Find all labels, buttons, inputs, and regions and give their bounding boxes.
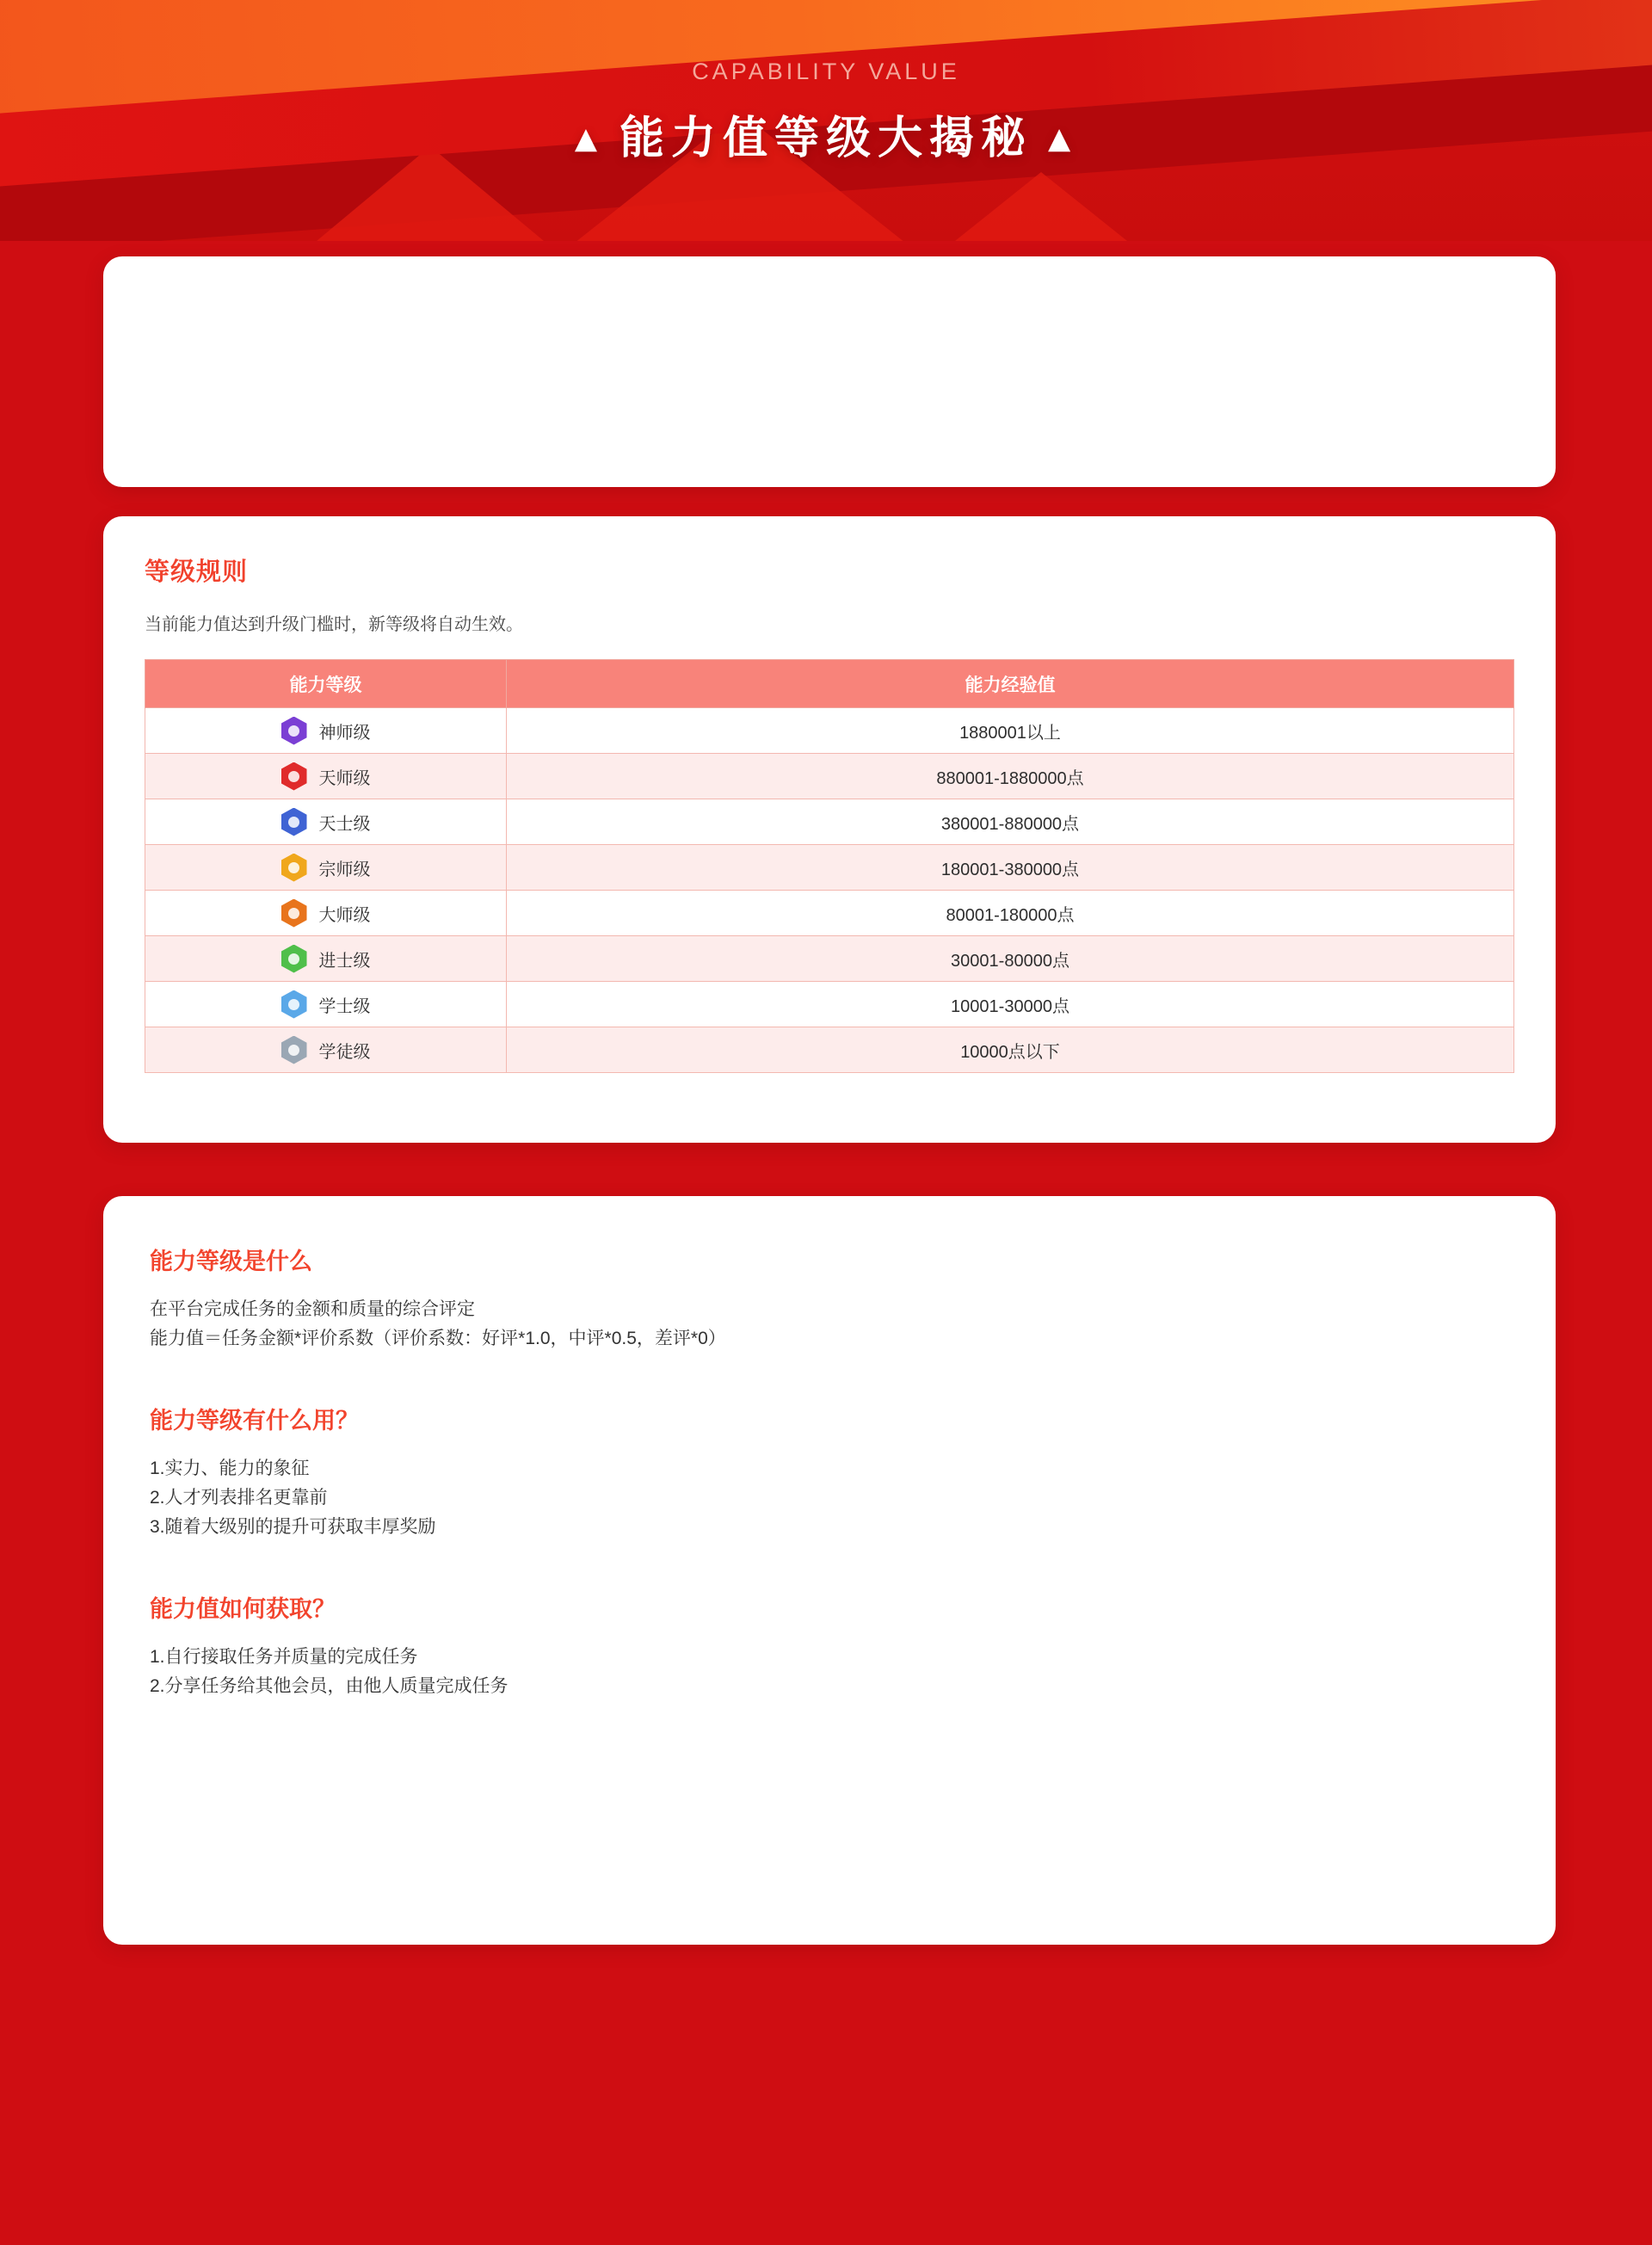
cell-exp: 10000点以下 (507, 1027, 1514, 1073)
cell-exp: 880001-1880000点 (507, 754, 1514, 799)
level-name: 学徒级 (318, 1042, 371, 1062)
cell-exp: 380001-880000点 (507, 799, 1514, 845)
cell-level (145, 1027, 507, 1073)
cell-exp: 180001-380000点 (507, 845, 1514, 891)
cell-exp: 1880001以上 (507, 708, 1514, 754)
faq-line: 2.人才列表排名更靠前 (150, 1488, 328, 1508)
rules-title: 等级规则 (145, 558, 249, 586)
level-badge-icon (281, 808, 307, 836)
table-row (145, 936, 1514, 982)
page-title-text: 能力值等级大揭秘 (619, 113, 1032, 164)
cell-level (145, 982, 507, 1027)
col-header-exp: 能力经验值 (507, 660, 1514, 708)
faq-heading: 能力等级有什么用？ (150, 1408, 359, 1434)
triangle-up-icon-right: ▲ (1048, 121, 1078, 156)
table-row (145, 754, 1514, 799)
cell-level (145, 799, 507, 845)
banner-english-subtitle: CAPABILITY VALUE (692, 59, 960, 84)
faq-body (150, 1454, 1509, 1542)
faq-line: 2.分享任务给其他会员，由他人质量完成任务 (150, 1676, 509, 1696)
cell-level (145, 754, 507, 799)
level-badge-icon (281, 990, 307, 1019)
faq-line: 3.随着大级别的提升可获取丰厚奖励 (150, 1517, 436, 1537)
faq-line: 在平台完成任务的金额和质量的综合评定 (150, 1299, 475, 1319)
faq-card (103, 1196, 1556, 1945)
level-badge-icon (281, 717, 307, 745)
cell-level (145, 936, 507, 982)
faq-block (150, 1243, 1509, 1354)
page-title (0, 102, 1652, 166)
level-badge-icon (281, 762, 307, 791)
table-row (145, 845, 1514, 891)
top-placeholder-card (103, 256, 1556, 487)
level-name: 天师级 (318, 768, 371, 788)
col-header-level: 能力等级 (145, 660, 507, 708)
level-name: 天士级 (318, 814, 371, 834)
level-name: 宗师级 (318, 860, 371, 879)
level-name: 大师级 (318, 905, 371, 925)
table-row (145, 799, 1514, 845)
cell-level (145, 891, 507, 936)
faq-block (150, 1590, 1509, 1701)
level-name: 进士级 (318, 951, 371, 971)
faq-block (150, 1402, 1509, 1542)
table-row (145, 982, 1514, 1027)
banner-mountain-shape (912, 172, 1170, 241)
cell-level (145, 708, 507, 754)
faq-line: 1.自行接取任务并质量的完成任务 (150, 1647, 418, 1667)
rules-subtitle: 当前能力值达到升级门槛时，新等级将自动生效。 (145, 615, 523, 634)
faq-body (150, 1295, 1509, 1354)
cell-exp: 10001-30000点 (507, 982, 1514, 1027)
faq-heading: 能力值如何获取？ (150, 1596, 336, 1622)
triangle-up-icon-left: ▲ (574, 121, 604, 156)
faq-line: 1.实力、能力的象征 (150, 1459, 310, 1478)
cell-level (145, 845, 507, 891)
level-name: 神师级 (318, 723, 371, 743)
level-name: 学士级 (318, 996, 371, 1016)
table-row (145, 1027, 1514, 1073)
levels-table (145, 659, 1514, 1073)
cell-exp: 80001-180000点 (507, 891, 1514, 936)
faq-line: 能力值＝任务金额*评价系数（评价系数：好评*1.0，中评*0.5，差评*0） (150, 1329, 726, 1348)
table-row (145, 891, 1514, 936)
level-badge-icon (281, 945, 307, 973)
level-badge-icon (281, 854, 307, 882)
faq-body (150, 1643, 1509, 1701)
faq-heading: 能力等级是什么 (150, 1249, 312, 1274)
cell-exp: 30001-80000点 (507, 936, 1514, 982)
table-row (145, 708, 1514, 754)
level-badge-icon (281, 899, 307, 928)
table-header-row (145, 660, 1514, 708)
level-rules-card (103, 516, 1556, 1143)
level-badge-icon (281, 1036, 307, 1064)
page-banner (0, 0, 1652, 241)
